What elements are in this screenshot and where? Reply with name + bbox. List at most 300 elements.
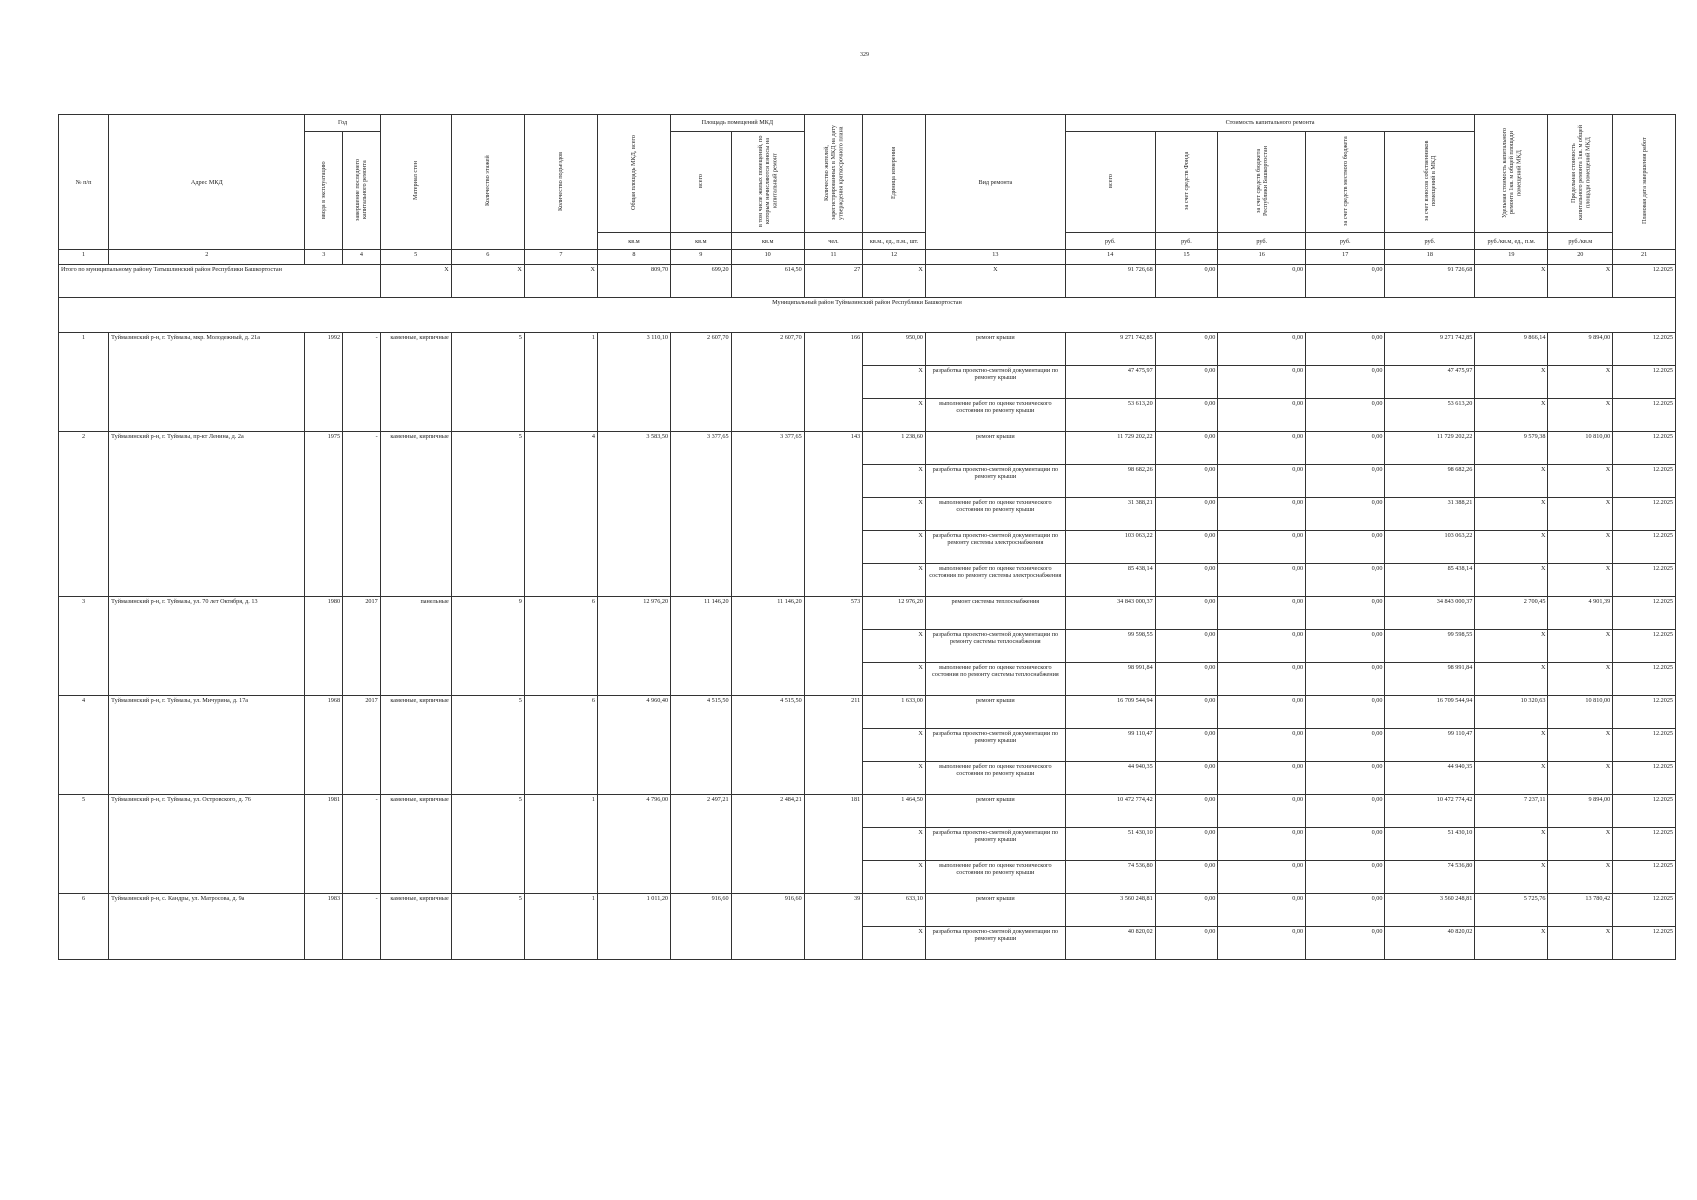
floors: 5 (451, 795, 524, 894)
max-cost: 9 894,00 (1548, 333, 1613, 366)
premises-fund: 11 146,20 (731, 597, 804, 696)
column-number: 16 (1218, 250, 1306, 265)
cost-total: 53 613,20 (1065, 399, 1155, 432)
cost-local: 0,00 (1306, 630, 1385, 663)
table-row (59, 696, 1676, 729)
building-address: Туймазинский р-н, г. Туймазы, ул. Мичурина, д. 17а (109, 696, 305, 795)
residents: 166 (804, 333, 862, 432)
x-mark: X (863, 265, 926, 298)
max-cost: X (1548, 729, 1613, 762)
planned-date: 12.2025 (1613, 265, 1676, 298)
cost-republic: 0,00 (1218, 366, 1306, 399)
cost-owners: 98 991,84 (1385, 663, 1475, 696)
unit-label: руб. (1306, 233, 1385, 250)
col-max-cost-header: Предельная стоимость капитального ремонта 1кв. м общей площади помещений МКД (1548, 115, 1613, 233)
unit-cost: 7 237,11 (1475, 795, 1548, 828)
unit-label: кв.м (597, 233, 670, 250)
unit-cost: X (1475, 366, 1548, 399)
floors: 5 (451, 696, 524, 795)
cost-total: 103 063,22 (1065, 531, 1155, 564)
cost-local: 0,00 (1306, 265, 1385, 298)
cost-owners: 47 475,97 (1385, 366, 1475, 399)
column-number: 19 (1475, 250, 1548, 265)
cost-fund: 0,00 (1155, 432, 1218, 465)
col-entrances-header: Количество подъездов (524, 115, 597, 250)
unit-cost: X (1475, 729, 1548, 762)
cost-total: 99 110,47 (1065, 729, 1155, 762)
planned-date: 12.2025 (1613, 762, 1676, 795)
table-header (59, 115, 1676, 250)
max-cost: X (1548, 762, 1613, 795)
cost-fund: 0,00 (1155, 399, 1218, 432)
unit-cost: 5 725,76 (1475, 894, 1548, 927)
cost-local: 0,00 (1306, 729, 1385, 762)
cost-fund: 0,00 (1155, 630, 1218, 663)
cost-local: 0,00 (1306, 498, 1385, 531)
cost-owners: 98 682,26 (1385, 465, 1475, 498)
premises-total: 699,20 (671, 265, 732, 298)
section-row (59, 298, 1676, 333)
quantity: X (863, 498, 926, 531)
cost-local: 0,00 (1306, 399, 1385, 432)
building-number: 3 (59, 597, 109, 696)
premises-total: 4 515,50 (671, 696, 732, 795)
cost-owners: 99 110,47 (1385, 729, 1475, 762)
cost-fund: 0,00 (1155, 894, 1218, 927)
table-row (59, 333, 1676, 366)
quantity: 12 976,20 (863, 597, 926, 630)
cost-local: 0,00 (1306, 696, 1385, 729)
repair-type: разработка проектно-сметной документации по ремонту системы электроснабжения (925, 531, 1065, 564)
max-cost: X (1548, 927, 1613, 960)
total-label: Итого по муниципальному району Татышлинский район Республики Башкортостан (59, 265, 381, 298)
col-address-header: Адрес МКД (109, 115, 305, 250)
column-number: 1 (59, 250, 109, 265)
column-number: 17 (1306, 250, 1385, 265)
column-numbers-row (59, 250, 1676, 265)
repair-type: ремонт крыши (925, 432, 1065, 465)
col-cost-fund-header: за счет средств Фонда (1155, 132, 1218, 233)
year-built: 1975 (305, 432, 343, 597)
planned-date: 12.2025 (1613, 399, 1676, 432)
cost-group-header: Стоимость капитального ремонта (1065, 115, 1474, 132)
cost-republic: 0,00 (1218, 498, 1306, 531)
premises-fund: 2 607,70 (731, 333, 804, 432)
cost-owners: 11 729 202,22 (1385, 432, 1475, 465)
total-area: 4 960,40 (597, 696, 670, 795)
wall-material: каменные, кирпичные (380, 696, 451, 795)
premises-total: 916,60 (671, 894, 732, 960)
max-cost: 10 810,00 (1548, 432, 1613, 465)
cost-total: 34 843 000,37 (1065, 597, 1155, 630)
unit-label: руб. (1385, 233, 1475, 250)
cost-total: 91 726,68 (1065, 265, 1155, 298)
wall-material: каменные, кирпичные (380, 333, 451, 432)
floors: 5 (451, 432, 524, 597)
total-area: 4 796,00 (597, 795, 670, 894)
year-last-repair: - (343, 795, 381, 894)
cost-local: 0,00 (1306, 663, 1385, 696)
residents: 573 (804, 597, 862, 696)
cost-republic: 0,00 (1218, 894, 1306, 927)
cost-local: 0,00 (1306, 531, 1385, 564)
planned-date: 12.2025 (1613, 861, 1676, 894)
repair-type: выполнение работ по оценке технического состояния по ремонту крыши (925, 399, 1065, 432)
cost-local: 0,00 (1306, 927, 1385, 960)
cost-total: 44 940,35 (1065, 762, 1155, 795)
entrances: 6 (524, 597, 597, 696)
max-cost: 13 780,42 (1548, 894, 1613, 927)
entrances: 4 (524, 432, 597, 597)
entrances: 1 (524, 333, 597, 432)
premises-fund: 2 484,21 (731, 795, 804, 894)
planned-date: 12.2025 (1613, 597, 1676, 630)
cost-total: 74 536,80 (1065, 861, 1155, 894)
planned-date: 12.2025 (1613, 927, 1676, 960)
year-built: 1983 (305, 894, 343, 960)
unit-cost: X (1475, 828, 1548, 861)
unit-label: руб./кв.м (1548, 233, 1613, 250)
column-number: 2 (109, 250, 305, 265)
unit-cost: X (1475, 498, 1548, 531)
cost-owners: 3 560 248,81 (1385, 894, 1475, 927)
building-number: 4 (59, 696, 109, 795)
table-row (59, 597, 1676, 630)
unit-cost: X (1475, 762, 1548, 795)
repair-type: разработка проектно-сметной документации по ремонту крыши (925, 828, 1065, 861)
unit-label: кв.м (671, 233, 732, 250)
cost-republic: 0,00 (1218, 399, 1306, 432)
cost-fund: 0,00 (1155, 366, 1218, 399)
cost-total: 9 271 742,85 (1065, 333, 1155, 366)
unit-cost: X (1475, 564, 1548, 597)
cost-republic: 0,00 (1218, 729, 1306, 762)
wall-material: панельные (380, 597, 451, 696)
col-year-repair-header: завершение последнего капитального ремонта (343, 132, 381, 250)
planned-date: 12.2025 (1613, 696, 1676, 729)
max-cost: 9 894,00 (1548, 795, 1613, 828)
total-area: 3 110,10 (597, 333, 670, 432)
col-no-header: № п/п (59, 115, 109, 250)
unit-cost: X (1475, 630, 1548, 663)
quantity: X (863, 531, 926, 564)
entrances: 1 (524, 894, 597, 960)
table-row (59, 432, 1676, 465)
quantity: X (863, 366, 926, 399)
cost-total: 3 560 248,81 (1065, 894, 1155, 927)
building-number: 1 (59, 333, 109, 432)
cost-republic: 0,00 (1218, 531, 1306, 564)
cost-republic: 0,00 (1218, 795, 1306, 828)
planned-date: 12.2025 (1613, 333, 1676, 366)
repair-type: ремонт крыши (925, 333, 1065, 366)
repair-type: выполнение работ по оценке технического состояния по ремонту крыши (925, 498, 1065, 531)
column-number: 14 (1065, 250, 1155, 265)
year-last-repair: - (343, 333, 381, 432)
planned-date: 12.2025 (1613, 795, 1676, 828)
column-number: 7 (524, 250, 597, 265)
cost-republic: 0,00 (1218, 432, 1306, 465)
unit-cost: 9 866,14 (1475, 333, 1548, 366)
unit-cost: 2 700,45 (1475, 597, 1548, 630)
cost-fund: 0,00 (1155, 828, 1218, 861)
planned-date: 12.2025 (1613, 465, 1676, 498)
col-cost-local-header: за счет средств местного бюджета (1306, 132, 1385, 233)
unit-label: руб. (1155, 233, 1218, 250)
unit-label: руб./кв.м, ед., п.м. (1475, 233, 1548, 250)
total-area: 1 011,20 (597, 894, 670, 960)
cost-total: 98 991,84 (1065, 663, 1155, 696)
year-last-repair: - (343, 432, 381, 597)
cost-local: 0,00 (1306, 465, 1385, 498)
page-number: 329 (860, 52, 869, 58)
cost-republic: 0,00 (1218, 630, 1306, 663)
cost-republic: 0,00 (1218, 265, 1306, 298)
cost-owners: 53 613,20 (1385, 399, 1475, 432)
cost-owners: 31 388,21 (1385, 498, 1475, 531)
x-mark: X (1475, 265, 1548, 298)
cost-republic: 0,00 (1218, 564, 1306, 597)
column-number: 5 (380, 250, 451, 265)
column-number: 13 (925, 250, 1065, 265)
col-year-built-header: ввода в эксплуатацию (305, 132, 343, 250)
table-row (59, 894, 1676, 927)
floors: 5 (451, 894, 524, 960)
quantity: X (863, 663, 926, 696)
max-cost: X (1548, 663, 1613, 696)
repair-type: выполнение работ по оценке технического состояния по ремонту системы теплоснабжения (925, 663, 1065, 696)
quantity: X (863, 927, 926, 960)
cost-local: 0,00 (1306, 366, 1385, 399)
x-mark: X (451, 265, 524, 298)
col-premises-total-header: всего (671, 132, 732, 233)
repair-type: ремонт крыши (925, 696, 1065, 729)
planned-date: 12.2025 (1613, 729, 1676, 762)
cost-fund: 0,00 (1155, 333, 1218, 366)
quantity: X (863, 630, 926, 663)
column-number: 6 (451, 250, 524, 265)
cost-fund: 0,00 (1155, 265, 1218, 298)
col-unit-cost-header: Удельная стоимость капитального ремонта 1кв. м общей площади помещений МКД (1475, 115, 1548, 233)
building-number: 6 (59, 894, 109, 960)
cost-total: 16 709 544,94 (1065, 696, 1155, 729)
repair-type: ремонт крыши (925, 795, 1065, 828)
cost-total: 10 472 774,42 (1065, 795, 1155, 828)
col-unit-header: Единица измерения (863, 115, 926, 233)
cost-fund: 0,00 (1155, 927, 1218, 960)
residents: 143 (804, 432, 862, 597)
quantity: 633,10 (863, 894, 926, 927)
unit-label: чел. (804, 233, 862, 250)
max-cost: X (1548, 498, 1613, 531)
unit-label: руб. (1065, 233, 1155, 250)
premises-total: 2 607,70 (671, 333, 732, 432)
cost-republic: 0,00 (1218, 861, 1306, 894)
year-last-repair: 2017 (343, 696, 381, 795)
max-cost: X (1548, 861, 1613, 894)
cost-fund: 0,00 (1155, 498, 1218, 531)
cost-republic: 0,00 (1218, 696, 1306, 729)
planned-date: 12.2025 (1613, 894, 1676, 927)
column-number: 21 (1613, 250, 1676, 265)
quantity: X (863, 828, 926, 861)
building-address: Туймазинский р-н, с. Кандры, ул. Матросова, д. 9а (109, 894, 305, 960)
max-cost: X (1548, 531, 1613, 564)
column-number: 10 (731, 250, 804, 265)
repair-type: разработка проектно-сметной документации по ремонту крыши (925, 366, 1065, 399)
premises-fund: 3 377,65 (731, 432, 804, 597)
cost-owners: 103 063,22 (1385, 531, 1475, 564)
repair-type: разработка проектно-сметной документации по ремонту крыши (925, 465, 1065, 498)
total-area: 809,70 (597, 265, 670, 298)
year-built: 1981 (305, 795, 343, 894)
max-cost: X (1548, 828, 1613, 861)
cost-local: 0,00 (1306, 564, 1385, 597)
cost-total: 85 438,14 (1065, 564, 1155, 597)
building-number: 5 (59, 795, 109, 894)
cost-republic: 0,00 (1218, 333, 1306, 366)
building-number: 2 (59, 432, 109, 597)
premises-total: 3 377,65 (671, 432, 732, 597)
cost-total: 99 598,55 (1065, 630, 1155, 663)
max-cost: X (1548, 399, 1613, 432)
premises-group-header: Площадь помещений МКД (671, 115, 805, 132)
planned-date: 12.2025 (1613, 366, 1676, 399)
cost-owners: 74 536,80 (1385, 861, 1475, 894)
cost-owners: 40 820,02 (1385, 927, 1475, 960)
cost-total: 98 682,26 (1065, 465, 1155, 498)
cost-local: 0,00 (1306, 333, 1385, 366)
capital-repair-table (58, 114, 1676, 960)
cost-fund: 0,00 (1155, 597, 1218, 630)
cost-fund: 0,00 (1155, 861, 1218, 894)
column-number: 9 (671, 250, 732, 265)
quantity: 1 633,00 (863, 696, 926, 729)
planned-date: 12.2025 (1613, 432, 1676, 465)
col-cost-total-header: всего (1065, 132, 1155, 233)
x-mark: X (380, 265, 451, 298)
column-number: 15 (1155, 250, 1218, 265)
wall-material: каменные, кирпичные (380, 894, 451, 960)
quantity: 950,00 (863, 333, 926, 366)
unit-cost: X (1475, 861, 1548, 894)
cost-owners: 91 726,68 (1385, 265, 1475, 298)
cost-local: 0,00 (1306, 861, 1385, 894)
cost-republic: 0,00 (1218, 465, 1306, 498)
unit-label: кв.м (731, 233, 804, 250)
unit-cost: X (1475, 663, 1548, 696)
unit-label: кв.м., ед., п.м., шт. (863, 233, 926, 250)
quantity: 1 238,60 (863, 432, 926, 465)
max-cost: X (1548, 366, 1613, 399)
cost-total: 51 430,10 (1065, 828, 1155, 861)
cost-owners: 44 940,35 (1385, 762, 1475, 795)
cost-local: 0,00 (1306, 894, 1385, 927)
cost-local: 0,00 (1306, 597, 1385, 630)
premises-total: 11 146,20 (671, 597, 732, 696)
wall-material: каменные, кирпичные (380, 795, 451, 894)
column-number: 4 (343, 250, 381, 265)
section-title: Муниципальный район Туймазинский район Республики Башкортостан (59, 298, 1676, 333)
unit-cost: X (1475, 927, 1548, 960)
building-address: Туймазинский р-н, г. Туймазы, мкр. Молодежный, д. 21а (109, 333, 305, 432)
col-total-area-header: Общая площадь МКД, всего (597, 115, 670, 233)
residents: 181 (804, 795, 862, 894)
cost-fund: 0,00 (1155, 762, 1218, 795)
quantity: X (863, 729, 926, 762)
repair-type: выполнение работ по оценке технического состояния по ремонту системы электроснабжения (925, 564, 1065, 597)
column-number: 8 (597, 250, 670, 265)
year-built: 1968 (305, 696, 343, 795)
column-number: 3 (305, 250, 343, 265)
year-group-header: Год (305, 115, 380, 132)
floors: 5 (451, 333, 524, 432)
unit-cost: 10 320,63 (1475, 696, 1548, 729)
planned-date: 12.2025 (1613, 828, 1676, 861)
max-cost: X (1548, 630, 1613, 663)
x-mark: X (524, 265, 597, 298)
cost-owners: 34 843 000,37 (1385, 597, 1475, 630)
year-last-repair: - (343, 894, 381, 960)
unit-cost: X (1475, 531, 1548, 564)
col-residents-header: Количество жителей, зарегистрированных в МКД на дату утверждения краткосрочного плана (804, 115, 862, 233)
planned-date: 12.2025 (1613, 498, 1676, 531)
x-mark: X (1548, 265, 1613, 298)
year-built: 1992 (305, 333, 343, 432)
repair-type: ремонт системы теплоснабжения (925, 597, 1065, 630)
cost-republic: 0,00 (1218, 597, 1306, 630)
column-number: 18 (1385, 250, 1475, 265)
x-mark: X (925, 265, 1065, 298)
cost-republic: 0,00 (1218, 927, 1306, 960)
col-floors-header: Количество этажей (451, 115, 524, 250)
cost-total: 47 475,97 (1065, 366, 1155, 399)
entrances: 1 (524, 795, 597, 894)
col-cost-republic-header: за счет средств бюджета Республики Башкортостан (1218, 132, 1306, 233)
premises-fund: 916,60 (731, 894, 804, 960)
premises-fund: 4 515,50 (731, 696, 804, 795)
building-address: Туймазинский р-н, г. Туймазы, пр-кт Ленина, д. 2а (109, 432, 305, 597)
cost-fund: 0,00 (1155, 795, 1218, 828)
quantity: X (863, 762, 926, 795)
planned-date: 12.2025 (1613, 663, 1676, 696)
entrances: 6 (524, 696, 597, 795)
cost-total: 40 820,02 (1065, 927, 1155, 960)
year-built: 1980 (305, 597, 343, 696)
col-material-header: Материал стен (380, 115, 451, 250)
residents: 27 (804, 265, 862, 298)
repair-type: разработка проектно-сметной документации по ремонту крыши (925, 927, 1065, 960)
quantity: X (863, 465, 926, 498)
cost-fund: 0,00 (1155, 465, 1218, 498)
building-address: Туймазинский р-н, г. Туймазы, ул. 70 лет Октября, д. 13 (109, 597, 305, 696)
unit-cost: X (1475, 465, 1548, 498)
table-body (59, 250, 1676, 960)
total-area: 12 976,20 (597, 597, 670, 696)
total-area: 3 583,50 (597, 432, 670, 597)
col-repair-type-header: Вид ремонта (925, 115, 1065, 250)
unit-cost: X (1475, 399, 1548, 432)
repair-type: разработка проектно-сметной документации по ремонту крыши (925, 729, 1065, 762)
quantity: X (863, 399, 926, 432)
residents: 211 (804, 696, 862, 795)
wall-material: каменные, кирпичные (380, 432, 451, 597)
district-total-row (59, 265, 1676, 298)
cost-owners: 16 709 544,94 (1385, 696, 1475, 729)
quantity: X (863, 564, 926, 597)
column-number: 11 (804, 250, 862, 265)
cost-fund: 0,00 (1155, 531, 1218, 564)
